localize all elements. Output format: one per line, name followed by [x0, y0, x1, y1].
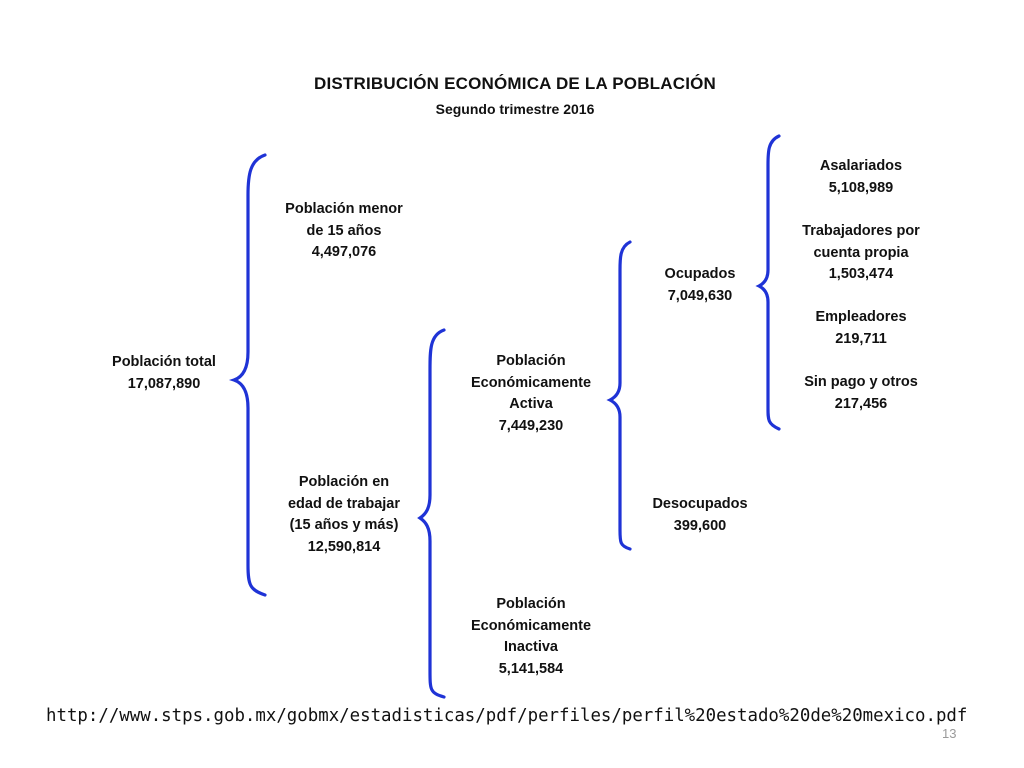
source-link[interactable]: http://www.stps.gob.mx/gobmx/estadisticas/pdf/perfiles/perfil%20estado%20de%20mexico.pdf — [46, 706, 968, 726]
diagram-title: DISTRIBUCIÓN ECONÓMICA DE LA POBLACIÓN — [313, 74, 717, 93]
node-value: 12,590,814 — [307, 538, 381, 555]
node-label: Población en — [298, 474, 390, 490]
node-label: Población — [496, 596, 566, 612]
node-value: 7,449,230 — [498, 417, 564, 434]
node-label: Sin pago y otros — [804, 374, 918, 390]
node-value: 7,049,630 — [667, 287, 733, 304]
node-label: Población menor — [285, 201, 403, 217]
node-label: Población total — [112, 354, 216, 370]
node-label: Empleadores — [815, 309, 907, 325]
node-label: de 15 años — [306, 222, 382, 239]
node-value: 5,141,584 — [498, 660, 564, 677]
node-label: Ocupados — [664, 266, 736, 282]
node-poblacion-total — [88, 352, 240, 395]
node-label: (15 años y más) — [289, 517, 399, 533]
node-label: Económicamente — [470, 617, 592, 634]
node-poblacion-menor-15 — [258, 199, 430, 264]
node-asalariados — [782, 156, 940, 199]
node-desocupados — [632, 494, 768, 537]
node-value: 399,600 — [673, 517, 727, 534]
node-value: 1,503,474 — [828, 266, 894, 282]
node-value: 17,087,890 — [127, 375, 201, 392]
node-label: Población — [496, 353, 566, 369]
node-label: Económicamente — [470, 374, 592, 391]
node-pea — [446, 351, 616, 437]
node-sin-pago — [782, 372, 940, 415]
node-value: 219,711 — [835, 330, 887, 347]
node-label: Desocupados — [652, 496, 748, 512]
node-cuenta-propia — [782, 221, 940, 286]
node-pei — [446, 594, 616, 680]
node-value: 217,456 — [834, 395, 888, 412]
node-value: 4,497,076 — [311, 244, 377, 260]
node-label: cuenta propia — [813, 244, 909, 261]
node-label: Trabajadores por — [802, 223, 920, 239]
node-empleadores — [782, 307, 940, 350]
diagram-subtitle: Segundo trimestre 2016 — [435, 101, 595, 117]
node-label: Asalariados — [819, 158, 903, 174]
node-value: 5,108,989 — [828, 179, 894, 196]
node-label: edad de trabajar — [287, 495, 400, 512]
node-label: Inactiva — [504, 639, 558, 655]
node-ocupados — [632, 264, 768, 307]
node-edad-trabajar — [258, 472, 430, 558]
node-label: Activa — [509, 396, 553, 412]
page-number: 13 — [942, 726, 957, 741]
